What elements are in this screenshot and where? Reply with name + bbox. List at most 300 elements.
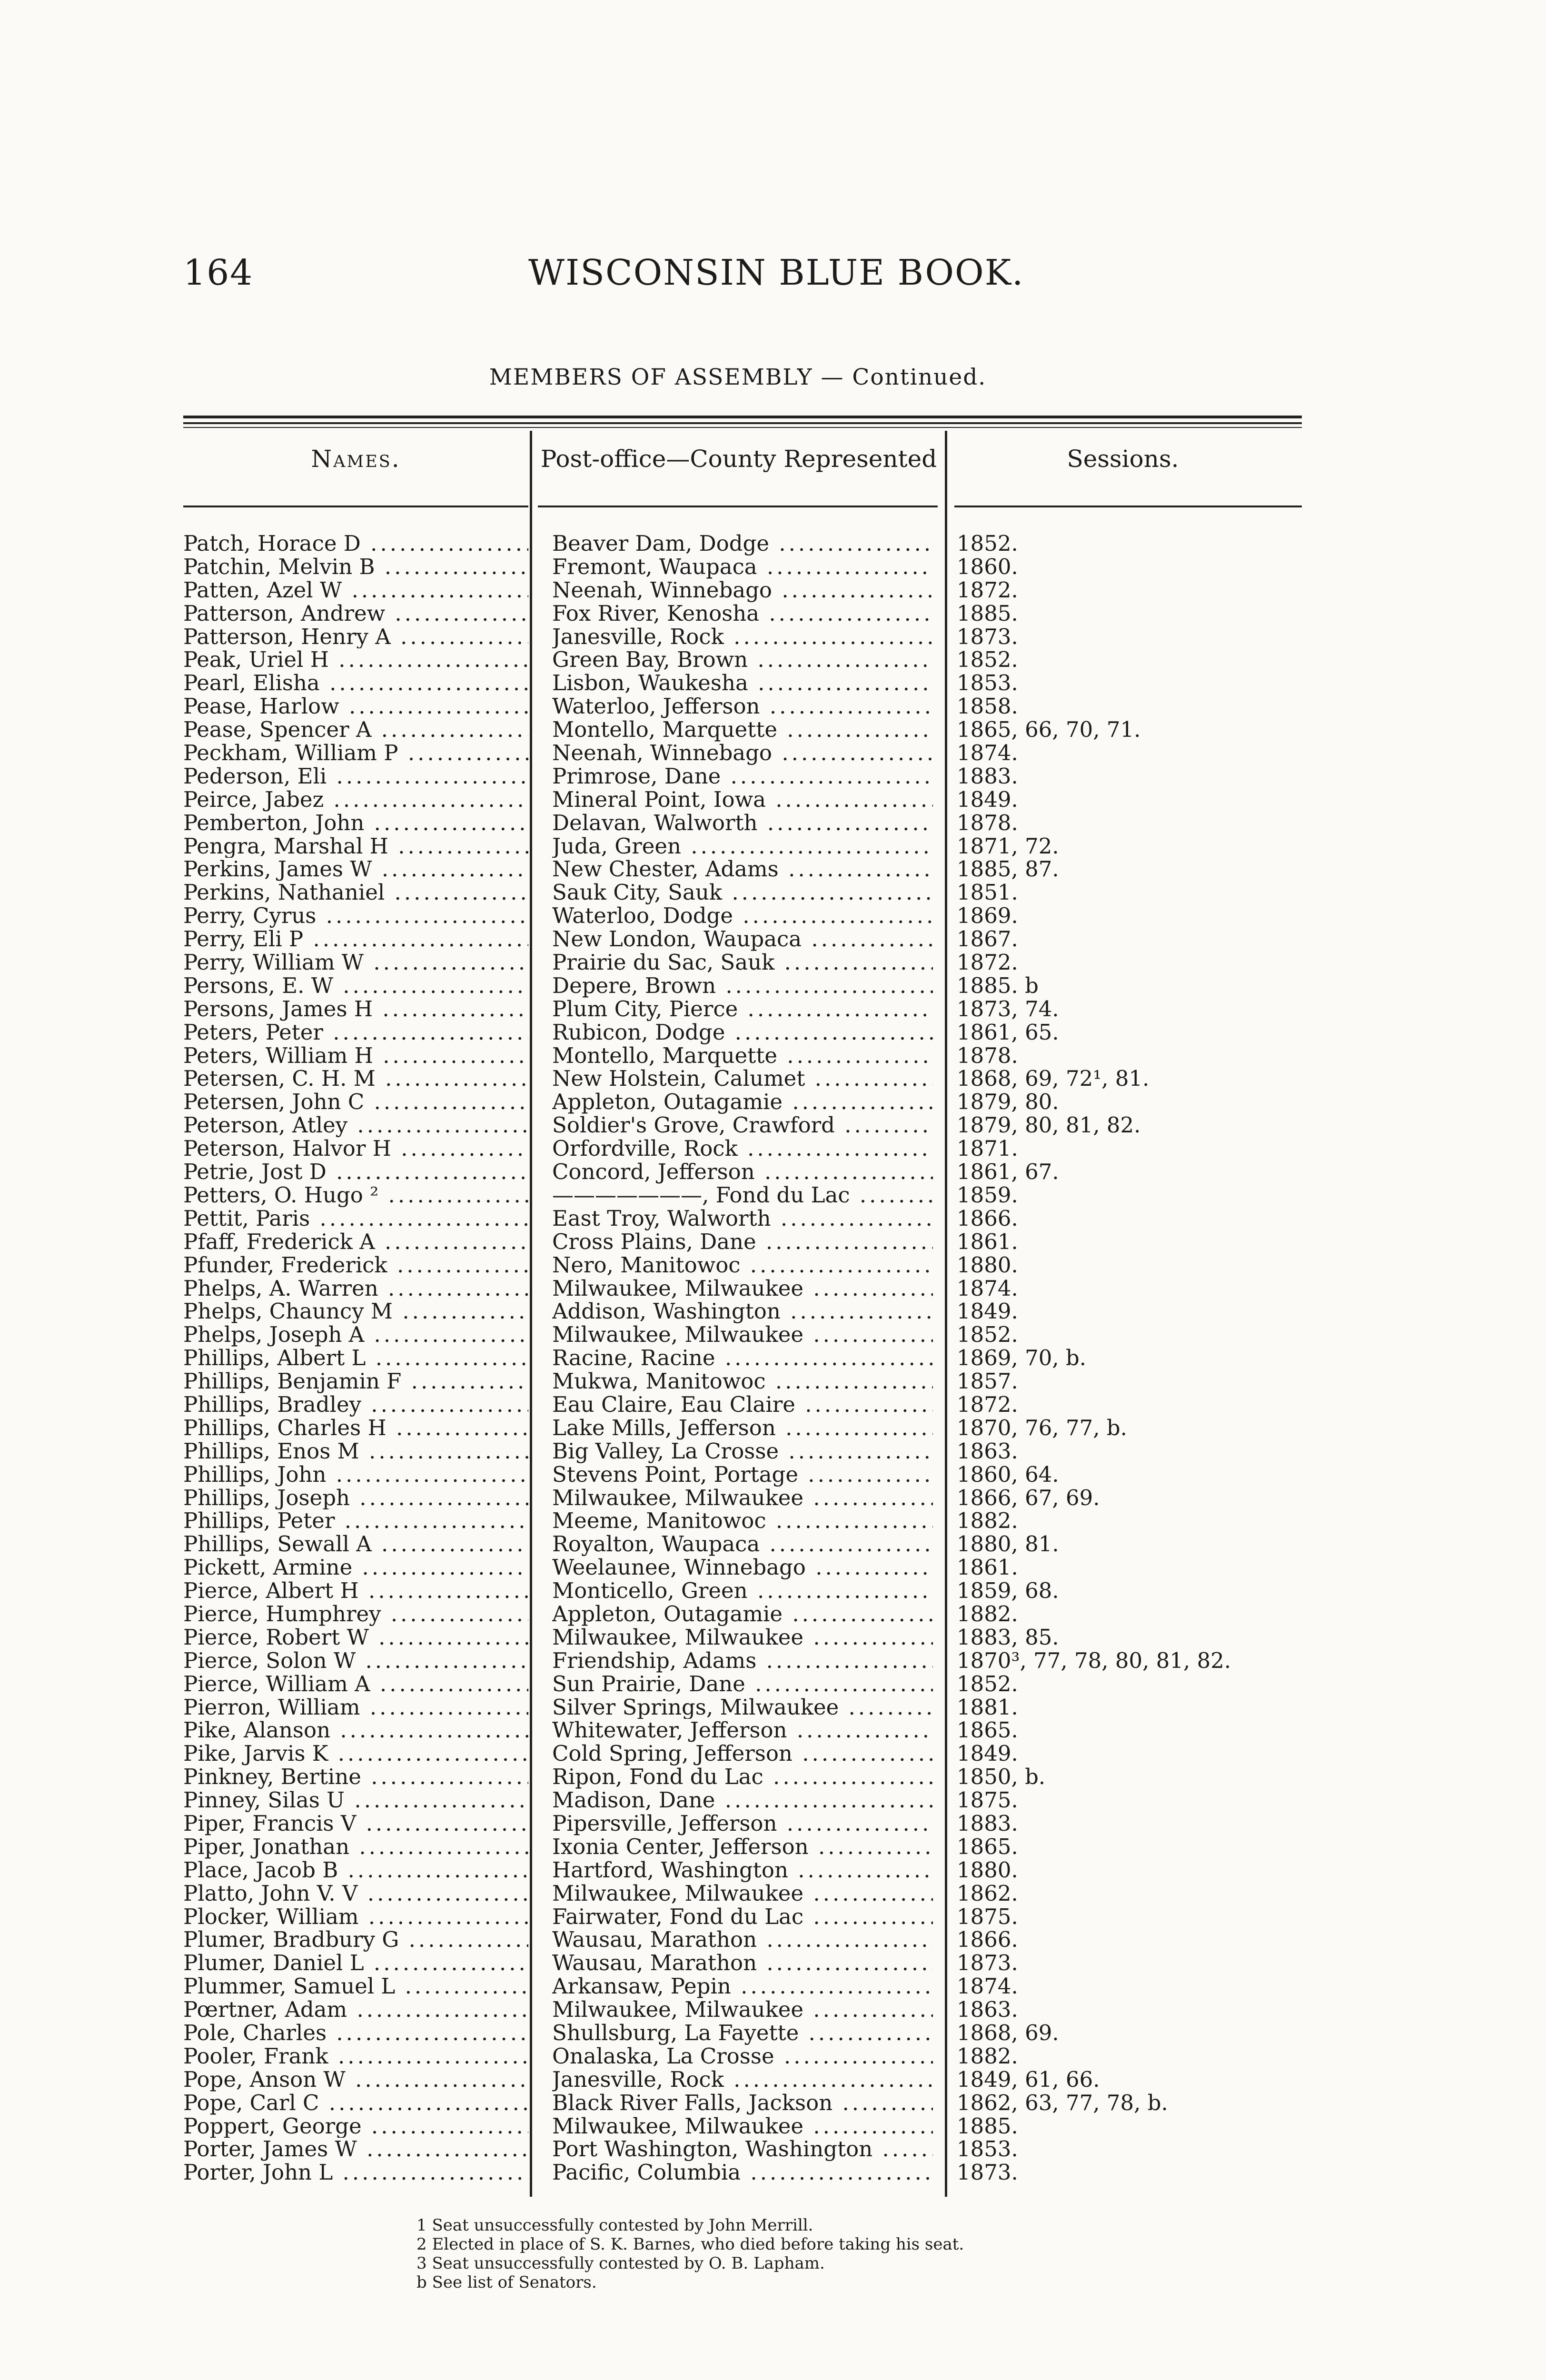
table-row bbox=[0, 1184, 1546, 1207]
post-office-county: Janesville, Rock ..... bbox=[552, 625, 933, 649]
sessions-value: 1857. bbox=[957, 1370, 1018, 1393]
post-office-county: Depere, Brown ..... bbox=[552, 974, 933, 998]
sessions-value: 1853. bbox=[957, 672, 1018, 695]
member-name: Plumer, Bradbury G ..... bbox=[183, 1928, 528, 1952]
sessions-value: 1865, 66, 70, 71. bbox=[957, 718, 1141, 742]
post-office-county: Appleton, Outagamie ..... bbox=[552, 1091, 933, 1114]
post-office-county: Milwaukee, Milwaukee ..... bbox=[552, 1487, 933, 1510]
table-row bbox=[0, 788, 1546, 812]
table-row bbox=[0, 695, 1546, 718]
member-name: Plummer, Samuel L ..... bbox=[183, 1975, 528, 1998]
member-name: Phillips, Enos M ..... bbox=[183, 1440, 528, 1463]
post-office-county: Plum City, Pierce ..... bbox=[552, 998, 933, 1021]
table-row bbox=[0, 998, 1546, 1021]
table-row bbox=[0, 1812, 1546, 1835]
post-office-county: Wausau, Marathon ..... bbox=[552, 1952, 933, 1975]
member-name: Piper, Francis V ..... bbox=[183, 1812, 528, 1835]
post-office-county: Arkansaw, Pepin ..... bbox=[552, 1975, 933, 1998]
table-row bbox=[0, 579, 1546, 602]
post-office-county: Pipersville, Jefferson ..... bbox=[552, 1812, 933, 1835]
table-row bbox=[0, 1998, 1546, 2022]
sessions-value: 1869, 70, b. bbox=[957, 1347, 1087, 1370]
post-office-county: Port Washington, Washington ..... bbox=[552, 2138, 933, 2161]
post-office-county: Nero, Manitowoc ..... bbox=[552, 1254, 933, 1277]
member-name: Pope, Anson W ..... bbox=[183, 2068, 528, 2092]
table-row bbox=[0, 1882, 1546, 1905]
post-office-county: Green Bay, Brown ..... bbox=[552, 648, 933, 672]
header-underline bbox=[954, 506, 1302, 507]
member-name: Patch, Horace D ..... bbox=[183, 532, 528, 555]
table-row bbox=[0, 1975, 1546, 1998]
post-office-county: Wausau, Marathon ..... bbox=[552, 1928, 933, 1952]
member-name: Petrie, Jost D ..... bbox=[183, 1160, 528, 1184]
post-office-county: Milwaukee, Milwaukee ..... bbox=[552, 1323, 933, 1347]
post-office-county: Whitewater, Jefferson ..... bbox=[552, 1719, 933, 1742]
sessions-value: 1871. bbox=[957, 1137, 1018, 1161]
member-name: Plumer, Daniel L ..... bbox=[183, 1952, 528, 1975]
member-name: Phillips, Joseph ..... bbox=[183, 1487, 528, 1510]
member-name: Pierce, Solon W ..... bbox=[183, 1649, 528, 1673]
sessions-value: 1849. bbox=[957, 1300, 1018, 1324]
sessions-value: 1852. bbox=[957, 648, 1018, 672]
post-office-county: Friendship, Adams ..... bbox=[552, 1649, 933, 1673]
post-office-county: Stevens Point, Portage ..... bbox=[552, 1463, 933, 1487]
sessions-value: 1885. bbox=[957, 2114, 1018, 2138]
sessions-value: 1885, 87. bbox=[957, 858, 1059, 882]
post-office-county: Black River Falls, Jackson ..... bbox=[552, 2092, 933, 2115]
sessions-value: 1852. bbox=[957, 532, 1018, 555]
member-name: Platto, John V. V ..... bbox=[183, 1882, 528, 1905]
post-office-county: Cold Spring, Jefferson ..... bbox=[552, 1742, 933, 1765]
table-row bbox=[0, 648, 1546, 672]
member-name: Pemberton, John ..... bbox=[183, 812, 528, 835]
member-name: Peak, Uriel H ..... bbox=[183, 648, 528, 672]
post-office-county: Juda, Green ..... bbox=[552, 835, 933, 858]
column-header-names: Names. bbox=[311, 445, 401, 473]
table-row bbox=[0, 672, 1546, 695]
post-office-county: Shullsburg, La Fayette ..... bbox=[552, 2022, 933, 2045]
sessions-value: 1871, 72. bbox=[957, 834, 1059, 858]
table-row bbox=[0, 1603, 1546, 1626]
post-office-county: Hartford, Washington ..... bbox=[552, 1859, 933, 1882]
table-row bbox=[0, 904, 1546, 928]
table-row bbox=[0, 1091, 1546, 1114]
table-row bbox=[0, 1323, 1546, 1347]
post-office-county: Fairwater, Fond du Lac ..... bbox=[552, 1905, 933, 1929]
table-row bbox=[0, 1789, 1546, 1812]
sessions-value: 1868, 69, 72¹, 81. bbox=[957, 1067, 1150, 1091]
footnote: 1 Seat unsuccessfully contested by John Merrill. bbox=[416, 2216, 813, 2235]
member-name: Persons, E. W ..... bbox=[183, 974, 528, 998]
member-name: Perry, William W ..... bbox=[183, 951, 528, 974]
sessions-value: 1868, 69. bbox=[957, 2022, 1059, 2045]
post-office-county: Sauk City, Sauk ..... bbox=[552, 881, 933, 904]
member-name: Pease, Spencer A ..... bbox=[183, 718, 528, 742]
post-office-county: Lisbon, Waukesha ..... bbox=[552, 672, 933, 695]
post-office-county: Primrose, Dane ..... bbox=[552, 765, 933, 788]
sessions-value: 1869. bbox=[957, 904, 1018, 928]
table-row bbox=[0, 1160, 1546, 1184]
post-office-county: Mukwa, Manitowoc ..... bbox=[552, 1370, 933, 1393]
sessions-value: 1885. b bbox=[957, 974, 1039, 998]
sessions-value: 1851. bbox=[957, 881, 1018, 905]
header-underline bbox=[538, 506, 938, 507]
member-name: Phillips, John ..... bbox=[183, 1463, 528, 1487]
top-rule-2 bbox=[183, 422, 1302, 424]
post-office-county: Beaver Dam, Dodge ..... bbox=[552, 532, 933, 555]
member-name: Phelps, Joseph A ..... bbox=[183, 1323, 528, 1347]
table-row bbox=[0, 555, 1546, 579]
sessions-value: 1880, 81. bbox=[957, 1533, 1059, 1557]
post-office-county: Eau Claire, Eau Claire ..... bbox=[552, 1393, 933, 1417]
table-row bbox=[0, 1347, 1546, 1370]
post-office-county: Fremont, Waupaca ..... bbox=[552, 555, 933, 579]
sessions-value: 1881. bbox=[957, 1696, 1018, 1719]
table-row bbox=[0, 1370, 1546, 1393]
member-name: Pinkney, Bertine ..... bbox=[183, 1765, 528, 1789]
sessions-value: 1860, 64. bbox=[957, 1463, 1059, 1487]
member-name: Pearl, Elisha ..... bbox=[183, 672, 528, 695]
member-name: Pierron, William ..... bbox=[183, 1696, 528, 1719]
table-row bbox=[0, 1626, 1546, 1649]
member-name: Pike, Jarvis K ..... bbox=[183, 1742, 528, 1765]
table-row bbox=[0, 1300, 1546, 1323]
member-name: Pierce, Robert W ..... bbox=[183, 1626, 528, 1649]
footnote: 2 Elected in place of S. K. Barnes, who died before taking his seat. bbox=[416, 2235, 964, 2254]
table-row bbox=[0, 2092, 1546, 2115]
table-row bbox=[0, 1673, 1546, 1696]
table-row bbox=[0, 602, 1546, 625]
table-row bbox=[0, 1742, 1546, 1765]
sessions-value: 1879, 80, 81, 82. bbox=[957, 1114, 1141, 1138]
table-row bbox=[0, 2115, 1546, 2138]
table-row bbox=[0, 1463, 1546, 1487]
table-row bbox=[0, 1487, 1546, 1510]
member-name: Petersen, John C ..... bbox=[183, 1091, 528, 1114]
post-office-county: Milwaukee, Milwaukee ..... bbox=[552, 1998, 933, 2022]
header-underline bbox=[183, 506, 528, 507]
sessions-value: 1878. bbox=[957, 1044, 1018, 1068]
post-office-county: Delavan, Walworth ..... bbox=[552, 812, 933, 835]
sessions-value: 1885. bbox=[957, 602, 1018, 625]
sessions-value: 1859, 68. bbox=[957, 1579, 1059, 1603]
table-row bbox=[0, 1021, 1546, 1044]
member-name: Phelps, Chauncy M ..... bbox=[183, 1300, 528, 1323]
post-office-county: Janesville, Rock ..... bbox=[552, 2068, 933, 2092]
table-row bbox=[0, 1440, 1546, 1463]
sessions-value: 1883. bbox=[957, 764, 1018, 788]
post-office-county: New London, Waupaca ..... bbox=[552, 928, 933, 951]
post-office-county: Sun Prairie, Dane ..... bbox=[552, 1673, 933, 1696]
member-name: Phillips, Albert L ..... bbox=[183, 1347, 528, 1370]
sessions-value: 1879, 80. bbox=[957, 1091, 1059, 1114]
sessions-value: 1852. bbox=[957, 1323, 1018, 1347]
top-rule bbox=[183, 416, 1302, 418]
sessions-value: 1878. bbox=[957, 811, 1018, 835]
sessions-value: 1866, 67, 69. bbox=[957, 1486, 1100, 1510]
section-title: MEMBERS OF ASSEMBLY — Continued. bbox=[489, 364, 987, 390]
column-header-post-office: Post-office—County Represented bbox=[540, 445, 937, 473]
sessions-value: 1873. bbox=[957, 625, 1018, 649]
table-row bbox=[0, 1230, 1546, 1254]
table-row bbox=[0, 2022, 1546, 2045]
post-office-county: Montello, Marquette ..... bbox=[552, 718, 933, 742]
member-name: Peckham, William P ..... bbox=[183, 742, 528, 765]
sessions-value: 1860. bbox=[957, 555, 1018, 579]
table-row bbox=[0, 1556, 1546, 1579]
member-name: Pickett, Armine ..... bbox=[183, 1556, 528, 1579]
table-row bbox=[0, 1277, 1546, 1300]
member-name: Piper, Jonathan ..... bbox=[183, 1835, 528, 1859]
post-office-county: Weelaunee, Winnebago ..... bbox=[552, 1556, 933, 1579]
table-row bbox=[0, 928, 1546, 951]
member-name: Phillips, Charles H ..... bbox=[183, 1417, 528, 1440]
post-office-county: Addison, Washington ..... bbox=[552, 1300, 933, 1323]
sessions-value: 1849. bbox=[957, 1742, 1018, 1766]
table-row bbox=[0, 1254, 1546, 1277]
table-row bbox=[0, 1952, 1546, 1975]
sessions-value: 1859. bbox=[957, 1183, 1018, 1207]
member-name: Petersen, C. H. M ..... bbox=[183, 1067, 528, 1091]
sessions-value: 1882. bbox=[957, 1602, 1018, 1626]
table-row bbox=[0, 742, 1546, 765]
table-row bbox=[0, 1393, 1546, 1417]
sessions-value: 1883. bbox=[957, 1812, 1018, 1835]
table-row bbox=[0, 1533, 1546, 1556]
table-row bbox=[0, 1835, 1546, 1859]
sessions-value: 1872. bbox=[957, 1393, 1018, 1417]
member-name: Plocker, William ..... bbox=[183, 1905, 528, 1929]
post-office-county: Racine, Racine ..... bbox=[552, 1347, 933, 1370]
table-row bbox=[0, 718, 1546, 742]
sessions-value: 1870, 76, 77, b. bbox=[957, 1416, 1127, 1440]
member-name: Phillips, Benjamin F ..... bbox=[183, 1370, 528, 1393]
table-row bbox=[0, 951, 1546, 974]
sessions-value: 1850, b. bbox=[957, 1765, 1046, 1789]
sessions-value: 1874. bbox=[957, 742, 1018, 765]
post-office-county: Onalaska, La Crosse ..... bbox=[552, 2045, 933, 2068]
member-name: Patchin, Melvin B ..... bbox=[183, 555, 528, 579]
member-name: Pierce, William A ..... bbox=[183, 1673, 528, 1696]
sessions-value: 1880. bbox=[957, 1858, 1018, 1882]
member-name: Poppert, George ..... bbox=[183, 2115, 528, 2138]
post-office-county: Madison, Dane ..... bbox=[552, 1789, 933, 1812]
member-name: Pease, Harlow ..... bbox=[183, 695, 528, 718]
page-header bbox=[183, 252, 1307, 305]
post-office-county: Silver Springs, Milwaukee ..... bbox=[552, 1696, 933, 1719]
post-office-county: Milwaukee, Milwaukee ..... bbox=[552, 1277, 933, 1300]
sessions-value: 1866. bbox=[957, 1928, 1018, 1952]
sessions-value: 1872. bbox=[957, 578, 1018, 602]
column-header-sessions: Sessions. bbox=[1067, 445, 1179, 473]
member-name: Pfunder, Frederick ..... bbox=[183, 1254, 528, 1277]
post-office-county: Milwaukee, Milwaukee ..... bbox=[552, 1626, 933, 1649]
member-name: Persons, James H ..... bbox=[183, 998, 528, 1021]
member-name: Phillips, Bradley ..... bbox=[183, 1393, 528, 1417]
sessions-value: 1853. bbox=[957, 2138, 1018, 2162]
member-name: Peirce, Jabez ..... bbox=[183, 788, 528, 812]
member-name: Peterson, Atley ..... bbox=[183, 1114, 528, 1137]
table-row bbox=[0, 1137, 1546, 1160]
member-name: Pinney, Silas U ..... bbox=[183, 1789, 528, 1812]
table-row bbox=[0, 2068, 1546, 2092]
table-row bbox=[0, 1044, 1546, 1068]
post-office-county: Mineral Point, Iowa ..... bbox=[552, 788, 933, 812]
sessions-value: 1861. bbox=[957, 1230, 1018, 1254]
table-row bbox=[0, 1509, 1546, 1533]
member-name: Phelps, A. Warren ..... bbox=[183, 1277, 528, 1300]
sessions-value: 1865. bbox=[957, 1835, 1018, 1859]
sessions-value: 1861, 65. bbox=[957, 1021, 1059, 1044]
post-office-county: New Chester, Adams ..... bbox=[552, 858, 933, 881]
table-row bbox=[0, 1765, 1546, 1789]
post-office-county: Waterloo, Jefferson ..... bbox=[552, 695, 933, 718]
sessions-value: 1858. bbox=[957, 695, 1018, 719]
table-row bbox=[0, 2138, 1546, 2161]
post-office-county: Milwaukee, Milwaukee ..... bbox=[552, 1882, 933, 1905]
member-name: Place, Jacob B ..... bbox=[183, 1859, 528, 1882]
members-table bbox=[0, 532, 1546, 2184]
table-row bbox=[0, 1905, 1546, 1929]
member-name: Perkins, Nathaniel ..... bbox=[183, 881, 528, 904]
post-office-county: Appleton, Outagamie ..... bbox=[552, 1603, 933, 1626]
post-office-county: ———————, Fond du Lac ..... bbox=[552, 1184, 933, 1207]
sessions-value: 1875. bbox=[957, 1905, 1018, 1929]
sessions-value: 1863. bbox=[957, 1439, 1018, 1463]
member-name: Pierce, Albert H ..... bbox=[183, 1579, 528, 1603]
member-name: Phillips, Sewall A ..... bbox=[183, 1533, 528, 1556]
sessions-value: 1874. bbox=[957, 1277, 1018, 1300]
table-row bbox=[0, 812, 1546, 835]
sessions-value: 1882. bbox=[957, 1509, 1018, 1533]
table-row bbox=[0, 1417, 1546, 1440]
post-office-county: Neenah, Winnebago ..... bbox=[552, 579, 933, 602]
table-row bbox=[0, 2161, 1546, 2184]
member-name: Pengra, Marshal H ..... bbox=[183, 835, 528, 858]
sessions-value: 1862, 63, 77, 78, b. bbox=[957, 2091, 1168, 2115]
sessions-value: 1849. bbox=[957, 788, 1018, 812]
member-name: Phillips, Peter ..... bbox=[183, 1509, 528, 1533]
table-row bbox=[0, 1207, 1546, 1230]
post-office-county: Rubicon, Dodge ..... bbox=[552, 1021, 933, 1044]
member-name: Perry, Eli P ..... bbox=[183, 928, 528, 951]
post-office-county: Lake Mills, Jefferson ..... bbox=[552, 1417, 933, 1440]
post-office-county: Meeme, Manitowoc ..... bbox=[552, 1509, 933, 1533]
table-row bbox=[0, 835, 1546, 858]
post-office-county: Cross Plains, Dane ..... bbox=[552, 1230, 933, 1254]
table-row bbox=[0, 532, 1546, 555]
member-name: Pope, Carl C ..... bbox=[183, 2092, 528, 2115]
member-name: Pettit, Paris ..... bbox=[183, 1207, 528, 1230]
member-name: Pierce, Humphrey ..... bbox=[183, 1603, 528, 1626]
post-office-county: Soldier's Grove, Crawford ..... bbox=[552, 1114, 933, 1137]
member-name: Peterson, Halvor H ..... bbox=[183, 1137, 528, 1160]
post-office-county: Royalton, Waupaca ..... bbox=[552, 1533, 933, 1556]
post-office-county: Milwaukee, Milwaukee ..... bbox=[552, 2115, 933, 2138]
member-name: Patten, Azel W ..... bbox=[183, 579, 528, 602]
member-name: Pooler, Frank ..... bbox=[183, 2045, 528, 2068]
sessions-value: 1861, 67. bbox=[957, 1160, 1059, 1184]
post-office-county: Monticello, Green ..... bbox=[552, 1579, 933, 1603]
footnote: 3 Seat unsuccessfully contested by O. B. Lapham. bbox=[416, 2254, 825, 2273]
post-office-county: Ripon, Fond du Lac ..... bbox=[552, 1765, 933, 1789]
post-office-county: Montello, Marquette ..... bbox=[552, 1044, 933, 1068]
sessions-value: 1870³, 77, 78, 80, 81, 82. bbox=[957, 1649, 1231, 1673]
sessions-value: 1862. bbox=[957, 1882, 1018, 1905]
sessions-value: 1873. bbox=[957, 2161, 1018, 2185]
post-office-county: Prairie du Sac, Sauk ..... bbox=[552, 951, 933, 974]
post-office-county: Ixonia Center, Jefferson ..... bbox=[552, 1835, 933, 1859]
sessions-value: 1866. bbox=[957, 1207, 1018, 1230]
post-office-county: New Holstein, Calumet ..... bbox=[552, 1067, 933, 1091]
member-name: Petters, O. Hugo ² ..... bbox=[183, 1184, 528, 1207]
table-row bbox=[0, 881, 1546, 904]
running-title: WISCONSIN BLUE BOOK. bbox=[528, 252, 1024, 293]
footnotes bbox=[416, 2216, 964, 2292]
post-office-county: Concord, Jefferson ..... bbox=[552, 1160, 933, 1184]
footnote: b See list of Senators. bbox=[416, 2273, 597, 2292]
post-office-county: East Troy, Walworth ..... bbox=[552, 1207, 933, 1230]
sessions-value: 1863. bbox=[957, 1998, 1018, 2022]
table-row bbox=[0, 765, 1546, 788]
sessions-value: 1883, 85. bbox=[957, 1626, 1059, 1649]
sessions-value: 1872. bbox=[957, 951, 1018, 974]
member-name: Porter, John L ..... bbox=[183, 2161, 528, 2184]
table-row bbox=[0, 1067, 1546, 1091]
table-row bbox=[0, 1696, 1546, 1719]
top-rule-3 bbox=[183, 427, 1302, 428]
post-office-county: Neenah, Winnebago ..... bbox=[552, 742, 933, 765]
post-office-county: Fox River, Kenosha ..... bbox=[552, 602, 933, 625]
member-name: Pederson, Eli ..... bbox=[183, 765, 528, 788]
table-row bbox=[0, 1579, 1546, 1603]
table-row bbox=[0, 1114, 1546, 1137]
member-name: Perkins, James W ..... bbox=[183, 858, 528, 881]
sessions-value: 1875. bbox=[957, 1789, 1018, 1812]
sessions-value: 1880. bbox=[957, 1253, 1018, 1277]
member-name: Pike, Alanson ..... bbox=[183, 1719, 528, 1742]
member-name: Pfaff, Frederick A ..... bbox=[183, 1230, 528, 1254]
member-name: Perry, Cyrus ..... bbox=[183, 904, 528, 928]
table-row bbox=[0, 858, 1546, 881]
member-name: Patterson, Andrew ..... bbox=[183, 602, 528, 625]
sessions-value: 1867. bbox=[957, 928, 1018, 952]
post-office-county: Orfordville, Rock ..... bbox=[552, 1137, 933, 1160]
member-name: Patterson, Henry A ..... bbox=[183, 625, 528, 649]
sessions-value: 1861. bbox=[957, 1556, 1018, 1580]
table-row bbox=[0, 625, 1546, 649]
sessions-value: 1882. bbox=[957, 2044, 1018, 2068]
post-office-county: Waterloo, Dodge ..... bbox=[552, 904, 933, 928]
sessions-value: 1849, 61, 66. bbox=[957, 2068, 1100, 2092]
table-row bbox=[0, 1928, 1546, 1952]
post-office-county: Big Valley, La Crosse ..... bbox=[552, 1440, 933, 1463]
member-name: Peters, William H ..... bbox=[183, 1044, 528, 1068]
member-name: Peters, Peter ..... bbox=[183, 1021, 528, 1044]
table-row bbox=[0, 1719, 1546, 1742]
member-name: Porter, James W ..... bbox=[183, 2138, 528, 2161]
table-row bbox=[0, 974, 1546, 998]
table-row bbox=[0, 2045, 1546, 2068]
sessions-value: 1873, 74. bbox=[957, 997, 1059, 1021]
member-name: Pœrtner, Adam ..... bbox=[183, 1998, 528, 2022]
sessions-value: 1874. bbox=[957, 1975, 1018, 1999]
post-office-county: Pacific, Columbia ..... bbox=[552, 2161, 933, 2184]
table-row bbox=[0, 1649, 1546, 1673]
page-number: 164 bbox=[183, 252, 254, 293]
member-name: Pole, Charles ..... bbox=[183, 2022, 528, 2045]
sessions-value: 1865. bbox=[957, 1719, 1018, 1743]
